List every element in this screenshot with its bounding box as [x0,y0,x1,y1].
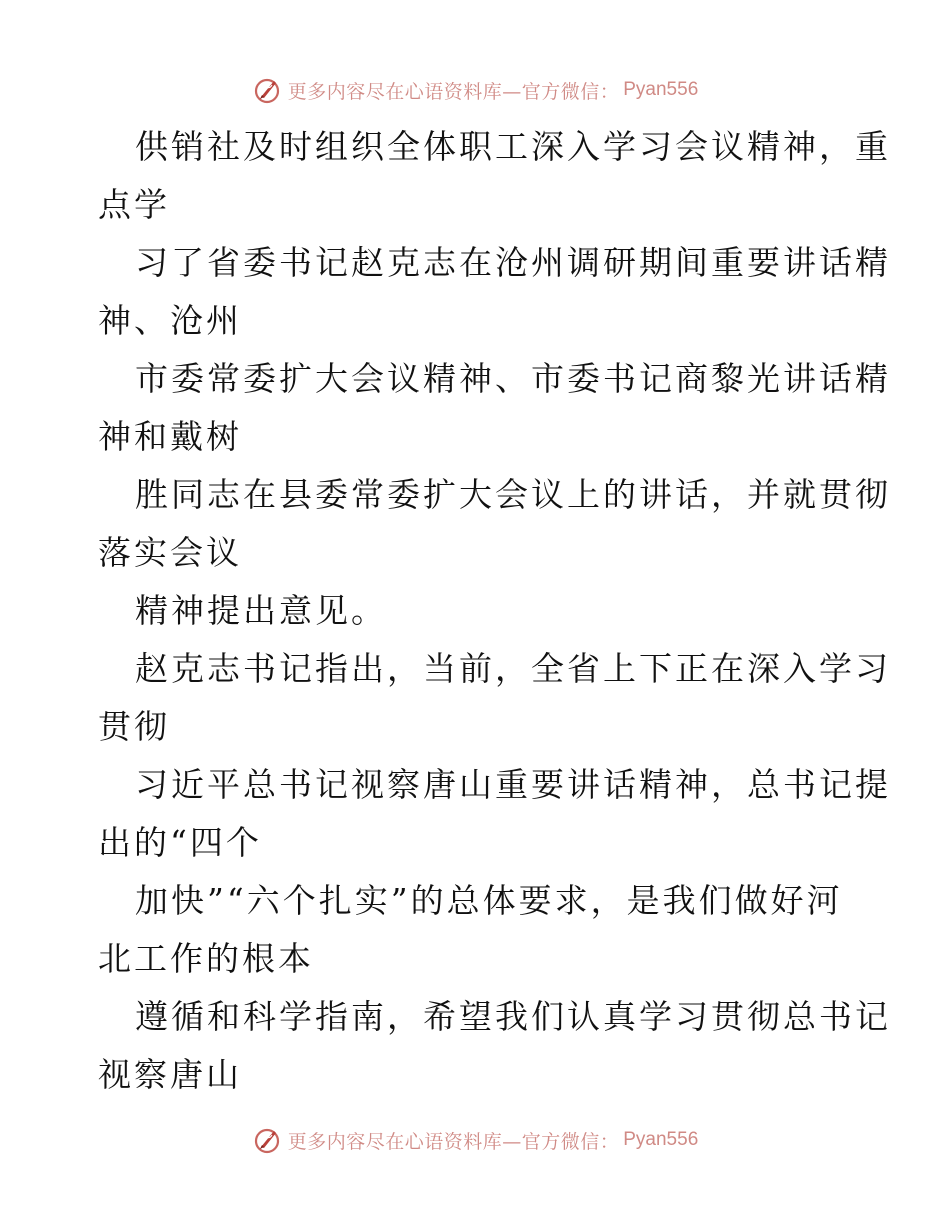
text-line: 赵克志书记指出，当前，全省上下正在深入学习 [135,649,891,688]
footer-watermark [0,1120,950,1160]
text-line: 视察唐山 [98,1055,242,1094]
text-line: 习了省委书记赵克志在沧州调研期间重要讲话精 [135,243,891,282]
text-line: 神、沧州 [98,301,242,340]
quill-pen-logo-icon [252,75,282,105]
quill-pen-logo-icon [252,1125,282,1155]
text-line: 落实会议 [98,533,242,572]
text-line: 加快”“六个扎实”的总体要求，是我们做好河 [135,881,843,920]
watermark-wechat-id: Pyan556 [623,1129,699,1150]
text-line: 神和戴树 [98,417,242,456]
text-line: 胜同志在县委常委扩大会议上的讲话，并就贯彻 [135,475,891,514]
watermark-text: 更多内容尽在心语资料库—官方微信： [287,80,620,103]
text-line: 点学 [98,185,170,224]
text-line: 北工作的根本 [98,939,314,978]
text-line: 市委常委扩大会议精神、市委书记商黎光讲话精 [135,359,891,398]
header-watermark [0,70,950,110]
text-line: 习近平总书记视察唐山重要讲话精神，总书记提 [135,765,891,804]
watermark-text: 更多内容尽在心语资料库—官方微信： [287,1130,620,1153]
text-line: 遵循和科学指南，希望我们认真学习贯彻总书记 [135,997,891,1036]
document-body [98,118,891,1104]
watermark-wechat-id: Pyan556 [623,79,699,100]
text-line: 贯彻 [98,707,170,746]
text-line: 出的“四个 [98,823,262,862]
text-line: 供销社及时组织全体职工深入学习会议精神，重 [135,127,891,166]
text-line: 精神提出意见。 [135,591,387,630]
